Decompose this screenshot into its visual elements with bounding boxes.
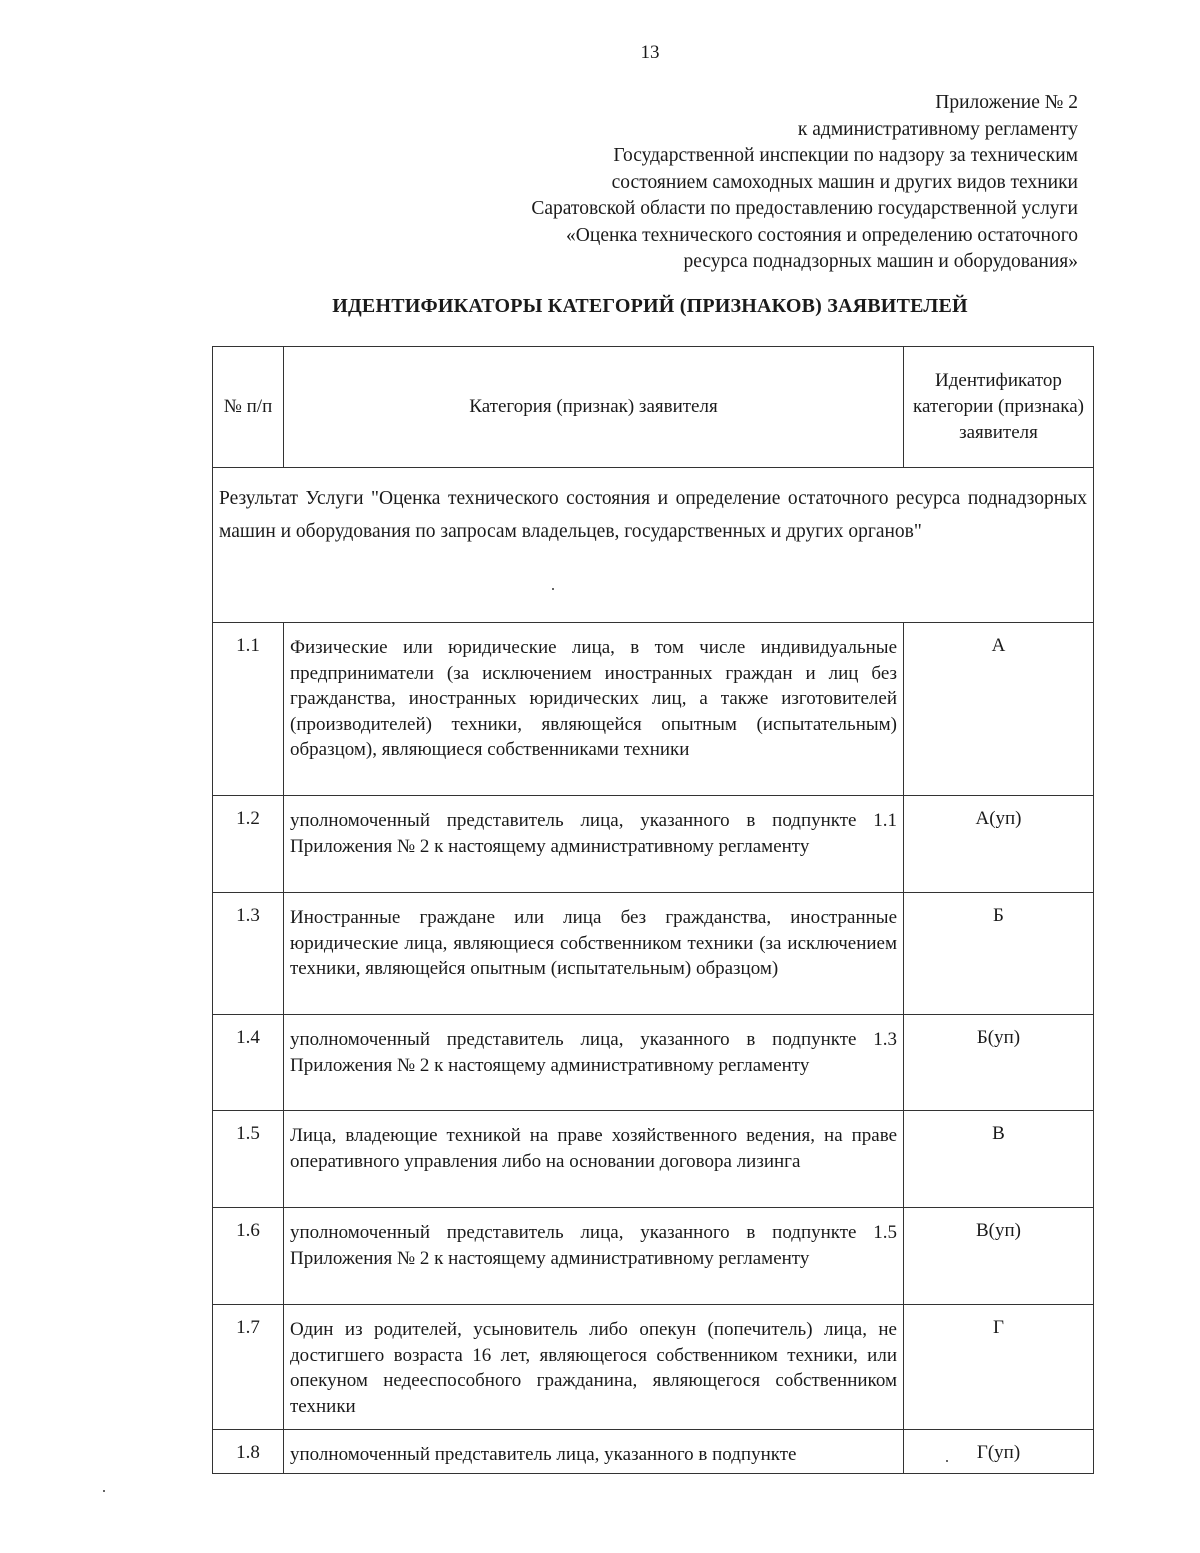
row-category: Один из родителей, усыновитель либо опекун (попечитель) лица, не достигшего возраста 16 лет, являющегося собственником техники, или опекуном недееспособного гражданина, являющегося собственником техники <box>284 1305 904 1430</box>
header-number: № п/п <box>213 347 284 468</box>
applicant-categories-table <box>212 346 1094 1474</box>
scan-speck <box>103 1490 105 1492</box>
table-row <box>213 1305 1094 1430</box>
appendix-line: Государственной инспекции по надзору за техническим <box>613 145 1078 166</box>
appendix-reference <box>531 90 1078 276</box>
header-category: Категория (признак) заявителя <box>284 347 904 468</box>
appendix-line: Саратовской области по предоставлению государственной услуги <box>531 198 1078 219</box>
table-row <box>213 623 1094 796</box>
table-row <box>213 1015 1094 1111</box>
row-identifier: Г(уп) <box>904 1430 1094 1474</box>
row-category: Лица, владеющие техникой на праве хозяйственного ведения, на праве оперативного управления либо на основании договора лизинга <box>284 1111 904 1208</box>
row-identifier: Б(уп) <box>904 1015 1094 1111</box>
table-row <box>213 796 1094 893</box>
document-title: ИДЕНТИФИКАТОРЫ КАТЕГОРИЙ (ПРИЗНАКОВ) ЗАЯВИТЕЛЕЙ <box>332 295 968 317</box>
table-header-row <box>213 347 1094 468</box>
row-category: уполномоченный представитель лица, указанного в подпункте <box>284 1430 904 1474</box>
row-category: Иностранные граждане или лица без гражданства, иностранные юридические лица, являющиеся собственником техники (за исключением техники, являющейся опытным (испытательным) образцом) <box>284 893 904 1015</box>
row-number: 1.6 <box>213 1208 284 1305</box>
row-identifier: А <box>904 623 1094 796</box>
appendix-line: к административному регламенту <box>797 118 1078 140</box>
row-identifier: Б <box>904 893 1094 1015</box>
row-number: 1.5 <box>213 1111 284 1208</box>
row-number: 1.8 <box>213 1430 284 1474</box>
row-number: 1.1 <box>213 623 284 796</box>
row-category: уполномоченный представитель лица, указанного в подпункте 1.1 Приложения № 2 к настоящему административному регламенту <box>284 796 904 893</box>
row-category: Физические или юридические лица, в том числе индивидуальные предприниматели (за исключением иностранных граждан и лиц без гражданства, иностранных юридических лиц, а также изготовителей (производителей) техники, являющейся опытным (испытательным) образцом), являющиеся собственниками техники <box>284 623 904 796</box>
appendix-line: ресурса поднадзорных машин и оборудования» <box>683 251 1078 272</box>
appendix-line: состоянием самоходных машин и других видов техники <box>611 171 1078 193</box>
service-result-text: Результат Услуги "Оценка технического состояния и определение остаточного ресурса поднадзорных машин и оборудования по запросам владельцев, государственных и других органов" <box>213 468 1094 623</box>
page-number: 13 <box>640 42 660 63</box>
row-identifier: А(уп) <box>904 796 1094 893</box>
appendix-line: Приложение № 2 <box>935 92 1078 113</box>
row-category: уполномоченный представитель лица, указанного в подпункте 1.5 Приложения № 2 к настоящему административному регламенту <box>284 1208 904 1305</box>
table-row <box>213 1111 1094 1208</box>
row-number: 1.2 <box>213 796 284 893</box>
scan-speck <box>552 588 554 590</box>
row-number: 1.7 <box>213 1305 284 1430</box>
result-row <box>213 468 1094 623</box>
row-identifier: Г <box>904 1305 1094 1430</box>
table-row <box>213 893 1094 1015</box>
row-number: 1.3 <box>213 893 284 1015</box>
row-category: уполномоченный представитель лица, указанного в подпункте 1.3 Приложения № 2 к настоящему административному регламенту <box>284 1015 904 1111</box>
scan-speck <box>946 1460 948 1462</box>
row-identifier: В <box>904 1111 1094 1208</box>
row-identifier: В(уп) <box>904 1208 1094 1305</box>
row-number: 1.4 <box>213 1015 284 1111</box>
table-row <box>213 1430 1094 1474</box>
table-row <box>213 1208 1094 1305</box>
appendix-line: «Оценка технического состояния и определению остаточного <box>566 224 1078 246</box>
header-identifier: Идентификатор категории (признака) заявителя <box>904 347 1094 468</box>
